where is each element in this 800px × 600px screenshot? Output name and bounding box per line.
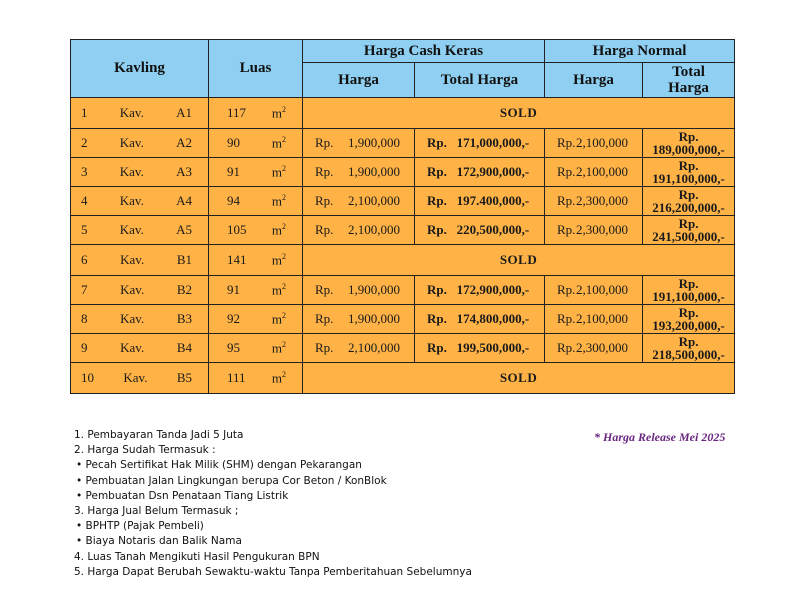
luas-value: 94 <box>227 192 240 208</box>
cash-total-cell <box>415 158 545 187</box>
cash-rp: Rp. <box>315 282 334 297</box>
note-item: 2. Harga Sudah Termasuk : <box>74 444 216 457</box>
normal-price-cell <box>545 158 643 187</box>
cash-total: Rp. 172,900,000,- <box>427 164 530 179</box>
cash-total: Rp. 197.400,000,- <box>427 193 530 208</box>
kavling-cell <box>71 305 209 334</box>
luas-cell <box>209 216 303 245</box>
normal-total-cell <box>643 334 735 363</box>
normal-total-cell <box>643 158 735 187</box>
row-number: 5 <box>81 222 88 237</box>
kav-label: Kav. <box>120 282 145 297</box>
sold-label: SOLD <box>303 245 735 276</box>
normal-rp: Rp. <box>557 164 576 179</box>
luas-unit: $m^2$ <box>271 310 286 327</box>
table-row <box>71 98 735 129</box>
normal-total-cell <box>643 129 735 158</box>
luas-value: 91 <box>227 163 240 179</box>
normal-total-rp: Rp. <box>678 129 699 144</box>
normal-rp: Rp. <box>557 222 576 237</box>
cash-price-cell <box>303 216 415 245</box>
luas-value: 105 <box>227 221 247 237</box>
header-total-line1: Total <box>672 64 705 80</box>
cash-price-cell <box>303 305 415 334</box>
cash-price: 1,900,000 <box>348 311 400 326</box>
row-number: 8 <box>81 311 88 326</box>
kavling-cell <box>71 363 209 394</box>
cash-total: Rp. 220,500,000,- <box>427 222 530 237</box>
kav-code: B3 <box>176 311 192 326</box>
normal-total-rp: Rp. <box>678 216 699 231</box>
cash-price: 1,900,000 <box>348 282 400 297</box>
kav-label: Kav. <box>120 252 145 267</box>
normal-total-cell <box>643 276 735 305</box>
cash-total-cell <box>415 305 545 334</box>
luas-cell <box>209 129 303 158</box>
luas-unit: $m^2$ <box>271 281 286 298</box>
luas-unit: $m^2$ <box>271 369 286 386</box>
cash-total: Rp. 174,800,000,- <box>427 311 530 326</box>
normal-total: 218,500,000,- <box>652 347 725 362</box>
normal-total: 191,100,000,- <box>652 289 725 304</box>
luas-value: 95 <box>227 339 240 355</box>
normal-rp: Rp. <box>557 340 576 355</box>
normal-total: 241,500,000,- <box>652 229 725 244</box>
normal-price-cell <box>545 187 643 216</box>
header-harga-normal: Harga <box>545 63 643 98</box>
kavling-cell <box>71 98 209 129</box>
normal-total: 193,200,000,- <box>652 318 725 333</box>
luas-cell <box>209 305 303 334</box>
row-number: 9 <box>81 340 88 355</box>
sold-label: SOLD <box>303 98 735 129</box>
luas-unit: $m^2$ <box>271 339 286 356</box>
normal-price: 2,100,000 <box>576 282 629 297</box>
cash-rp: Rp. <box>315 164 334 179</box>
kav-label: Kav. <box>119 164 144 179</box>
kav-label: Kav. <box>123 370 148 385</box>
luas-unit: $m^2$ <box>271 104 286 121</box>
row-number: 10 <box>81 370 94 385</box>
header-cash: Harga Cash Keras <box>303 40 545 63</box>
kav-code: A4 <box>176 193 192 208</box>
cash-price: 1,900,000 <box>348 164 400 179</box>
kav-code: B2 <box>176 282 192 297</box>
normal-price: 2,300,000 <box>576 340 629 355</box>
kav-code: A1 <box>176 105 192 120</box>
normal-total: 216,200,000,- <box>652 200 725 215</box>
note-item: • BPHTP (Pajak Pembeli) <box>76 520 204 533</box>
luas-cell <box>209 334 303 363</box>
cash-price: 2,100,000 <box>348 340 400 355</box>
luas-cell <box>209 158 303 187</box>
row-number: 3 <box>81 164 88 179</box>
cash-total-cell <box>415 216 545 245</box>
table-row <box>71 129 735 158</box>
kav-label: Kav. <box>119 222 144 237</box>
kav-code: B1 <box>176 252 192 267</box>
note-item: • Pembuatan Dsn Penataan Tiang Listrik <box>76 489 289 502</box>
row-number: 4 <box>81 193 88 208</box>
luas-unit: $m^2$ <box>271 192 286 209</box>
kavling-cell <box>71 129 209 158</box>
normal-price-cell <box>545 216 643 245</box>
kav-label: Kav. <box>119 193 144 208</box>
kavling-cell <box>71 334 209 363</box>
normal-price: 2,300,000 <box>576 193 629 208</box>
kav-code: A3 <box>176 164 192 179</box>
kavling-cell <box>71 158 209 187</box>
table-row <box>71 276 735 305</box>
cash-rp: Rp. <box>315 311 334 326</box>
luas-cell <box>209 276 303 305</box>
cash-rp: Rp. <box>315 193 334 208</box>
luas-value: 92 <box>227 310 240 326</box>
cash-total-cell <box>415 129 545 158</box>
normal-price: 2,300,000 <box>576 222 629 237</box>
kavling-cell <box>71 216 209 245</box>
cash-total-cell <box>415 276 545 305</box>
header-kavling: Kavling <box>71 40 209 98</box>
price-table <box>70 39 735 394</box>
header-total-harga: Total Harga <box>415 63 545 98</box>
normal-price-cell <box>545 334 643 363</box>
cash-total-cell <box>415 334 545 363</box>
cash-price-cell <box>303 187 415 216</box>
table-row <box>71 305 735 334</box>
kav-code: A5 <box>176 222 192 237</box>
luas-unit: $m^2$ <box>271 163 286 180</box>
note-item: • Pecah Sertifikat Hak Milik (SHM) dengan Pekarangan <box>76 459 362 472</box>
header-harga: Harga <box>303 63 415 98</box>
normal-total-rp: Rp. <box>678 187 699 202</box>
cash-price-cell <box>303 129 415 158</box>
cash-total: Rp. 199,500,000,- <box>427 340 530 355</box>
normal-price: 2,100,000 <box>576 311 629 326</box>
row-number: 6 <box>81 252 88 267</box>
normal-rp: Rp. <box>557 135 576 150</box>
luas-value: 90 <box>227 134 240 150</box>
normal-rp: Rp. <box>557 311 576 326</box>
kav-label: Kav. <box>119 135 144 150</box>
luas-unit: $m^2$ <box>271 251 286 268</box>
sold-label: SOLD <box>303 363 735 394</box>
table-row <box>71 245 735 276</box>
header-normal: Harga Normal <box>545 40 735 63</box>
normal-total-cell <box>643 187 735 216</box>
table-row <box>71 158 735 187</box>
normal-rp: Rp. <box>557 193 576 208</box>
luas-unit: $m^2$ <box>271 134 286 151</box>
cash-price-cell <box>303 158 415 187</box>
row-number: 7 <box>81 282 88 297</box>
cash-total: Rp. 171,000,000,- <box>427 135 530 150</box>
normal-price-cell <box>545 276 643 305</box>
luas-value: 91 <box>227 281 240 297</box>
luas-value: 111 <box>227 369 246 385</box>
luas-cell <box>209 98 303 129</box>
cash-rp: Rp. <box>315 222 334 237</box>
cash-total: Rp. 172,900,000,- <box>427 282 530 297</box>
note-item: 4. Luas Tanah Mengikuti Hasil Pengukuran BPN <box>74 550 320 563</box>
cash-price: 2,100,000 <box>348 193 400 208</box>
normal-total-cell <box>643 305 735 334</box>
note-item: 1. Pembayaran Tanda Jadi 5 Juta <box>74 429 244 441</box>
luas-value: 141 <box>227 251 247 267</box>
header-total-line2: Harga <box>668 80 709 96</box>
cash-price-cell <box>303 276 415 305</box>
luas-cell <box>209 187 303 216</box>
normal-total-rp: Rp. <box>678 276 699 291</box>
kav-code: B5 <box>176 370 192 385</box>
luas-cell <box>209 363 303 394</box>
normal-price-cell <box>545 129 643 158</box>
notes-list <box>74 428 472 580</box>
kav-label: Kav. <box>120 311 145 326</box>
row-number: 1 <box>81 105 88 120</box>
table-row <box>71 216 735 245</box>
normal-price: 2,100,000 <box>576 135 629 150</box>
cash-rp: Rp. <box>315 340 334 355</box>
normal-total-rp: Rp. <box>678 334 699 349</box>
cash-price-cell <box>303 334 415 363</box>
kav-label: Kav. <box>120 340 145 355</box>
kav-code: B4 <box>176 340 192 355</box>
kavling-cell <box>71 276 209 305</box>
cash-price: 1,900,000 <box>348 135 400 150</box>
normal-price-cell <box>545 305 643 334</box>
kav-label: Kav. <box>119 105 144 120</box>
note-item: • Pembuatan Jalan Lingkungan berupa Cor Beton / KonBlok <box>76 474 387 487</box>
normal-total: 191,100,000,- <box>652 171 725 186</box>
table-row <box>71 334 735 363</box>
release-note: * Harga Release Mei 2025 <box>594 430 726 444</box>
table-row <box>71 187 735 216</box>
luas-unit: $m^2$ <box>271 221 286 238</box>
luas-cell <box>209 245 303 276</box>
cash-price: 2,100,000 <box>348 222 400 237</box>
normal-total: 189,000,000,- <box>652 142 725 157</box>
normal-price: 2,100,000 <box>576 164 629 179</box>
note-item: 3. Harga Jual Belum Termasuk ; <box>74 505 239 518</box>
kav-code: A2 <box>176 135 192 150</box>
table-row <box>71 363 735 394</box>
kavling-cell <box>71 187 209 216</box>
row-number: 2 <box>81 135 88 150</box>
normal-total-cell <box>643 216 735 245</box>
header-luas: Luas <box>209 40 303 98</box>
kavling-cell <box>71 245 209 276</box>
cash-rp: Rp. <box>315 135 334 150</box>
header-total-harga-normal <box>643 63 735 98</box>
note-item: 5. Harga Dapat Berubah Sewaktu-waktu Tanpa Pemberitahuan Sebelumnya <box>74 565 472 578</box>
note-item: • Biaya Notaris dan Balik Nama <box>76 535 242 548</box>
cash-total-cell <box>415 187 545 216</box>
normal-total-rp: Rp. <box>678 158 699 173</box>
luas-value: 117 <box>227 104 247 120</box>
normal-total-rp: Rp. <box>678 305 699 320</box>
normal-rp: Rp. <box>557 282 576 297</box>
